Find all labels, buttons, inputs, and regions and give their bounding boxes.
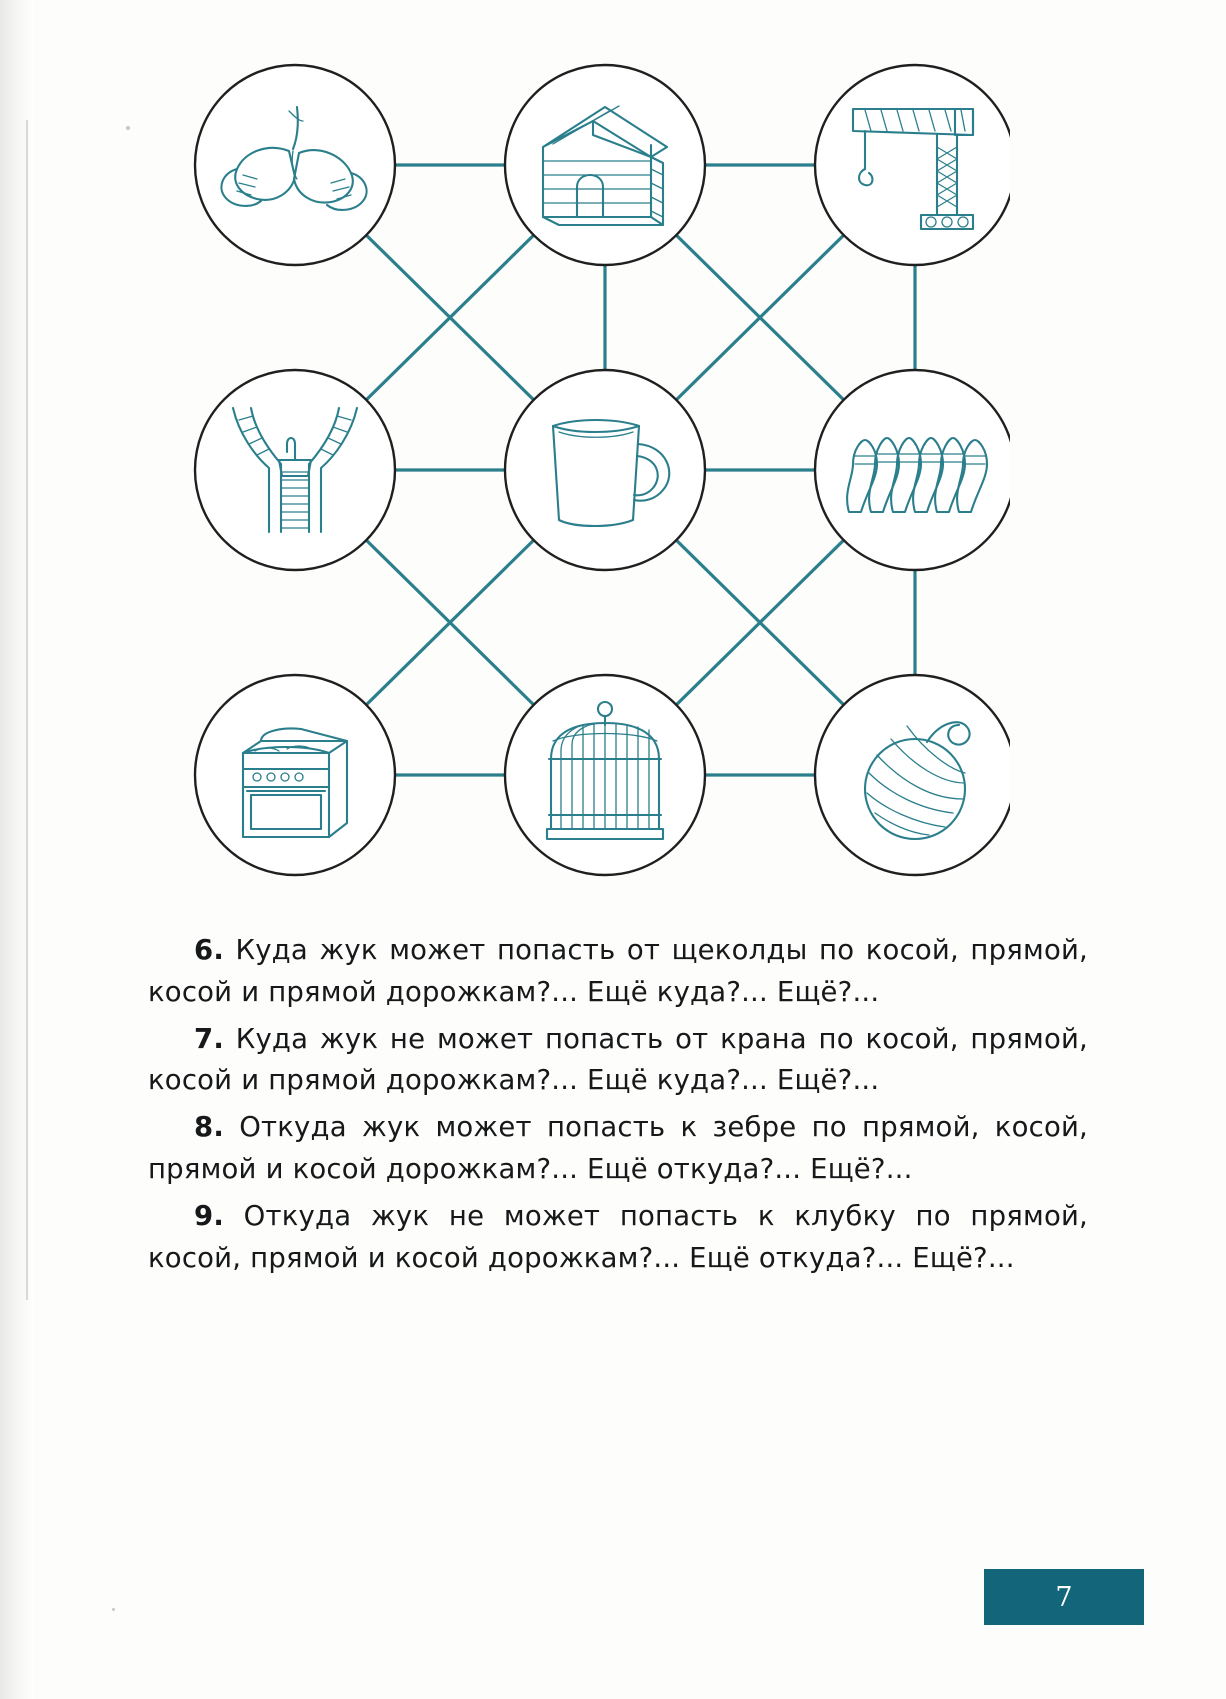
task-number-7: 7. xyxy=(194,1022,224,1055)
node-acorn xyxy=(195,65,395,265)
exercise-text-block xyxy=(148,930,1088,1284)
task-text-9: Откуда жук не может попасть к клубку по прямой, косой, прямой и косой дорожкам?... Ещё откуда?... Ещё?... xyxy=(148,1199,1088,1274)
task-paragraph-6 xyxy=(148,930,1088,1014)
node-bowling-pins xyxy=(815,370,1010,570)
task-number-6: 6. xyxy=(194,934,224,966)
task-text-6: Куда жук может попасть от щеколды по косой, прямой, косой и прямой дорожкам?... Ещё куда?... Ещё?... xyxy=(148,934,1088,1008)
task-number-8: 8. xyxy=(194,1111,224,1144)
puzzle-diagram xyxy=(190,60,1010,880)
node-birdcage xyxy=(505,675,705,875)
node-crane xyxy=(815,65,1010,265)
task-text-8: Откуда жук может попасть к зебре по прямой, косой, прямой и косой дорожкам?... Ещё откуда?... Ещё?... xyxy=(148,1111,1088,1185)
task-paragraph-8 xyxy=(148,1107,1088,1191)
page-number-tab xyxy=(984,1569,1144,1625)
task-paragraph-9 xyxy=(148,1196,1088,1280)
node-doghouse xyxy=(505,65,705,265)
node-zipper xyxy=(195,370,395,570)
node-yarn-ball xyxy=(815,675,1010,875)
node-stove xyxy=(195,675,395,875)
binding-crease-line xyxy=(26,120,28,1300)
node-mug xyxy=(505,370,705,570)
task-text-7: Куда жук не может попасть от крана по косой, прямой, косой и прямой дорожкам?... Ещё куда?... Ещё?... xyxy=(148,1022,1088,1097)
scan-speckle xyxy=(126,126,130,130)
task-paragraph-7 xyxy=(148,1019,1088,1103)
binding-edge-shadow xyxy=(0,0,34,1699)
scan-speckle xyxy=(112,1608,115,1611)
page-number: 7 xyxy=(1055,1581,1073,1613)
task-number-9: 9. xyxy=(194,1199,224,1232)
